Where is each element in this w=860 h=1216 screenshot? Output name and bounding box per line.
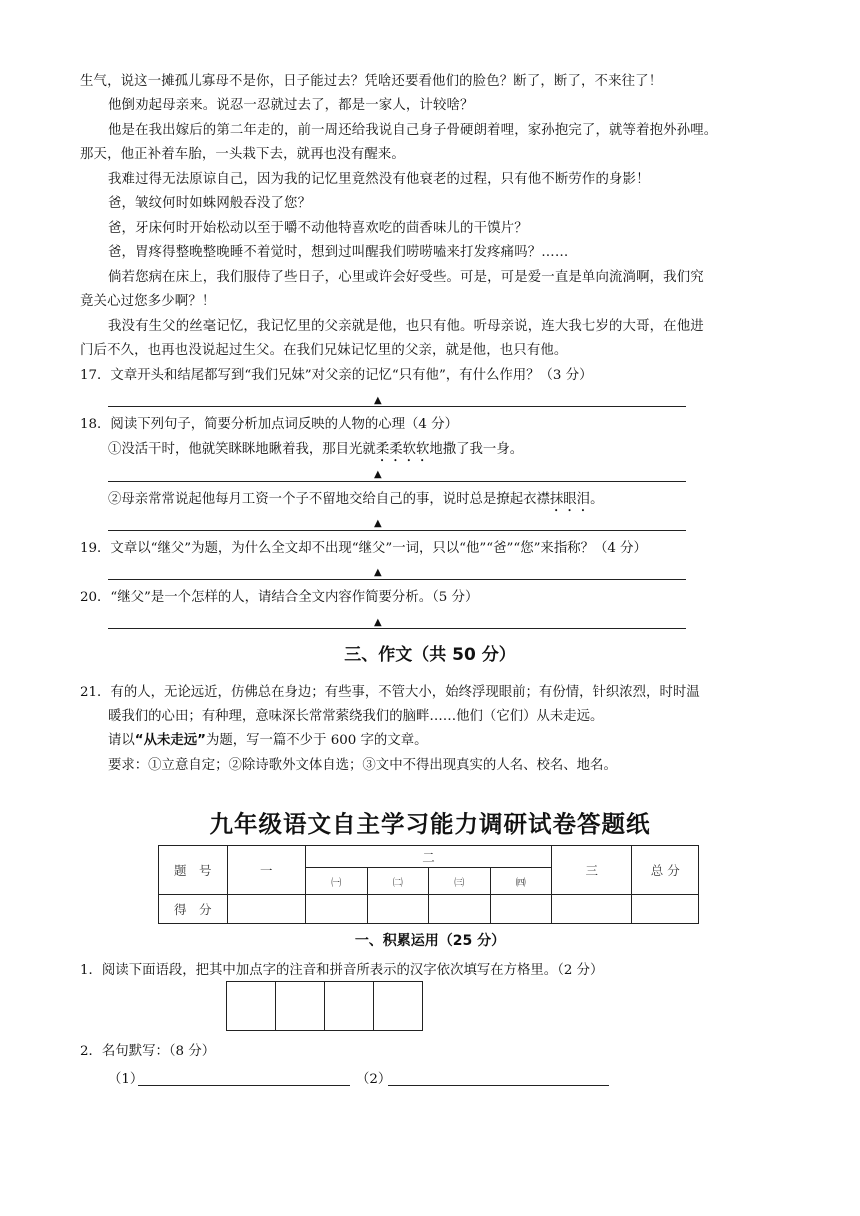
- story-paragraph: 竟关心过您多少啊？！: [80, 294, 216, 309]
- col-section-2: 二: [305, 846, 551, 868]
- writing-requirements: 要求：①立意自定；②除诗歌外文体自选；③文中不得出现真实的人名、校名、地名。: [108, 758, 617, 773]
- col-section-1: 一: [227, 846, 305, 895]
- dotted-word: 抹眼泪: [549, 492, 591, 507]
- score-cell[interactable]: [227, 895, 305, 924]
- question-20: 20．“继父”是一个怎样的人，请结合全文内容作简要分析。（5 分）: [80, 590, 479, 605]
- blank-line-1[interactable]: [138, 1085, 350, 1086]
- answer-marker: ▲: [374, 395, 382, 406]
- col-sub-3: ㈢: [429, 868, 491, 895]
- answer-box[interactable]: [373, 981, 423, 1031]
- answer-box[interactable]: [324, 981, 374, 1031]
- col-sub-2: ㈡: [367, 868, 429, 895]
- answer-marker: ▲: [374, 617, 382, 628]
- question-18-sentence-2: ②母亲常常说起他每月工资一个子不留地交给自己的事，说时总是撩起衣襟抹眼泪。: [108, 492, 604, 507]
- answer-boxes: [226, 981, 422, 1031]
- writing-prompt: 请以“从未走远”为题，写一篇不少于 600 字的文章。: [108, 733, 428, 748]
- story-paragraph: 爸，胃疼得整晚整晚睡不着觉时，想到过叫醒我们唠唠嗑来打发疼痛吗？……: [108, 245, 569, 260]
- score-cell[interactable]: [367, 895, 429, 924]
- story-paragraph: 我难过得无法原谅自己，因为我的记忆里竟然没有他衰老的过程，只有他不断劳作的身影！: [108, 172, 650, 187]
- blank-label-1: （1）: [108, 1072, 144, 1087]
- score-cell[interactable]: [552, 895, 632, 924]
- score-cell[interactable]: [632, 895, 699, 924]
- score-cell[interactable]: [429, 895, 491, 924]
- score-table: [158, 845, 699, 924]
- section-title-accumulation: 一、积累运用（25 分）: [354, 933, 506, 949]
- answer-box[interactable]: [275, 981, 325, 1031]
- question-18-sentence-1: ①没活干时，他就笑眯眯地瞅着我，那目光就柔柔软软地撒了我一身。: [108, 442, 524, 457]
- answer-line-20[interactable]: [108, 628, 686, 629]
- section-title-writing: 三、作文（共 50 分）: [344, 645, 516, 665]
- answer-line-18-2[interactable]: [108, 530, 686, 531]
- answer-line-17[interactable]: [108, 406, 686, 407]
- answer-marker: ▲: [374, 567, 382, 578]
- score-cell[interactable]: [305, 895, 367, 924]
- col-total: 总 分: [632, 846, 699, 895]
- question-18: 18．阅读下列句子，简要分析加点词反映的人物的心理（4 分）: [80, 417, 458, 432]
- question-17: 17．文章开头和结尾都写到“我们兄妹”对父亲的记忆“只有他”，有什么作用？（3 分）: [80, 368, 593, 383]
- question-21-cont: 暖我们的心田；有种理，意味深长常常萦绕我们的脑畔……他们（它们）从未走远。: [108, 709, 604, 724]
- answer-sheet-title: 九年级语文自主学习能力调研试卷答题纸: [209, 810, 651, 838]
- writing-topic: “从未走远”: [134, 733, 206, 748]
- col-sub-4: ㈣: [490, 868, 552, 895]
- blank-line-2[interactable]: [388, 1085, 609, 1086]
- story-paragraph: 爸，皱纹何时如蛛网般吞没了您？: [108, 196, 312, 211]
- story-paragraph: 爸，牙床何时开始松动以至于嚼不动他特喜欢吃的茴香味儿的干馍片？: [108, 221, 528, 236]
- story-paragraph: 他是在我出嫁后的第二年走的，前一周还给我说自己身子骨硬朗着哩，家孙抱完了，就等着抱外孙哩。: [108, 123, 718, 138]
- story-paragraph: 那天，他正补着车胎，一头栽下去，就再也没有醒来。: [80, 147, 405, 162]
- story-paragraph: 门后不久，也再也没说起过生父。在我们兄妹记忆里的父亲，就是他，也只有他。: [80, 343, 568, 358]
- sheet-item-1: 1．阅读下面语段，把其中加点字的注音和拼音所表示的汉字依次填写在方格里。（2 分）: [80, 963, 604, 978]
- answer-line-18-1[interactable]: [108, 481, 686, 482]
- score-cell[interactable]: [490, 895, 552, 924]
- story-paragraph: 他倒劝起母亲来。说忍一忍就过去了，都是一家人，计较啥？: [108, 98, 474, 113]
- blank-label-2: （2）: [356, 1072, 392, 1087]
- answer-marker: ▲: [374, 518, 382, 529]
- dotted-word: 柔柔软软: [375, 442, 430, 457]
- question-19: 19．文章以“继父”为题，为什么全文却不出现“继父”一词，只以“他”“爸”“您”来指称？（4 分）: [80, 541, 647, 556]
- story-paragraph: 倘若您病在床上，我们服侍了些日子，心里或许会好受些。可是，可是爱一直是单向流淌啊，我们究: [108, 270, 704, 285]
- story-paragraph: 我没有生父的丝毫记忆，我记忆里的父亲就是他，也只有他。听母亲说，连大我七岁的大哥，在他进: [108, 319, 704, 334]
- story-paragraph: 生气，说这一摊孤儿寡母不是你，日子能过去？凭啥还要看他们的脸色？断了，断了，不来往了！: [80, 74, 663, 89]
- sheet-item-2: 2．名句默写：（8 分）: [80, 1044, 216, 1059]
- question-21: 21．有的人，无论远近，仿佛总在身边；有些事，不管大小，始终浮现眼前；有份情，针织浓烈，时时温: [80, 685, 700, 700]
- row-label-score: 得 分: [159, 895, 228, 924]
- row-label-number: 题 号: [159, 846, 228, 895]
- answer-box[interactable]: [226, 981, 276, 1031]
- col-section-3: 三: [552, 846, 632, 895]
- answer-line-19[interactable]: [108, 579, 686, 580]
- col-sub-1: ㈠: [305, 868, 367, 895]
- answer-marker: ▲: [374, 469, 382, 480]
